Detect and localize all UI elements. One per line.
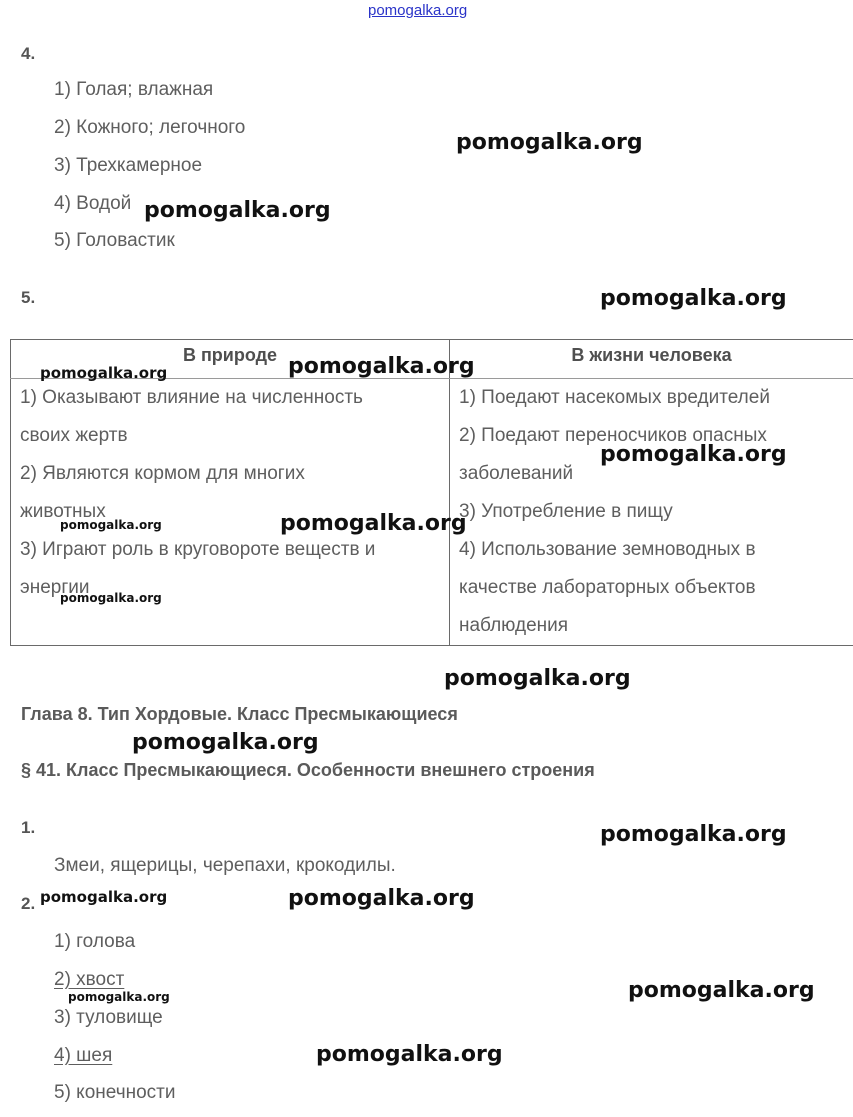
answer-item-underlined: 4) шея — [54, 1045, 113, 1066]
answer-item: 4) Водой — [54, 193, 132, 214]
cell-line: 4) Использование земноводных в — [459, 539, 756, 560]
cell-line: 1) Поедают насекомых вредителей — [459, 387, 770, 408]
watermark-link[interactable]: pomogalka.org — [368, 2, 468, 19]
watermark: pomogalka.org — [288, 354, 475, 379]
watermark: pomogalka.org — [40, 888, 168, 906]
question-number-2: 2. — [21, 894, 36, 913]
answer-item: 3) туловище — [54, 1007, 163, 1028]
watermark: pomogalka.org — [600, 442, 787, 467]
watermark: pomogalka.org — [68, 990, 170, 1004]
watermark: pomogalka.org — [144, 198, 331, 223]
answer-text: Змеи, ящерицы, черепахи, крокодилы. — [54, 855, 396, 876]
watermark: pomogalka.org — [628, 978, 815, 1003]
watermark: pomogalka.org — [600, 286, 787, 311]
table-header-nature: В природе — [11, 340, 450, 379]
answer-item: 1) голова — [54, 931, 136, 952]
watermark: pomogalka.org — [600, 822, 787, 847]
watermark: pomogalka.org — [60, 518, 162, 532]
cell-line: наблюдения — [459, 615, 569, 636]
watermark: pomogalka.org — [60, 591, 162, 605]
watermark: pomogalka.org — [132, 730, 319, 755]
cell-line: 2) Поедают переносчиков опасных — [459, 425, 767, 446]
question-number-1: 1. — [21, 818, 36, 837]
watermark: pomogalka.org — [40, 364, 168, 382]
answer-item: 2) Кожного; легочного — [54, 117, 246, 138]
watermark: pomogalka.org — [280, 511, 467, 536]
cell-line: заболеваний — [459, 463, 574, 484]
cell-line: энергии — [20, 577, 90, 598]
cell-line: 1) Оказывают влияние на численность — [20, 387, 363, 408]
cell-line: качестве лабораторных объектов — [459, 577, 756, 598]
answer-item: 1) Голая; влажная — [54, 79, 214, 100]
cell-line: своих жертв — [20, 425, 128, 446]
cell-line: 3) Играют роль в круговороте веществ и — [20, 539, 376, 560]
table-cell-human — [450, 379, 853, 646]
answer-item: 5) Головастик — [54, 230, 175, 251]
answer-item: 3) Трехкамерное — [54, 155, 203, 176]
chapter-title: Глава 8. Тип Хордовые. Класс Пресмыкающиеся — [21, 704, 458, 724]
cell-line: животных — [20, 501, 106, 522]
watermark: pomogalka.org — [288, 886, 475, 911]
question-number-4: 4. — [21, 44, 36, 63]
answer-item: 5) конечности — [54, 1082, 176, 1103]
cell-line: 2) Являются кормом для многих — [20, 463, 305, 484]
watermark: pomogalka.org — [316, 1042, 503, 1067]
answer-item-underlined: 2) хвост — [54, 969, 125, 990]
table-header-human: В жизни человека — [450, 340, 853, 379]
question-number-5: 5. — [21, 288, 36, 307]
section-title: § 41. Класс Пресмыкающиеся. Особенности внешнего строения — [21, 760, 595, 780]
cell-line: 3) Употребление в пищу — [459, 501, 673, 522]
watermark: pomogalka.org — [444, 666, 631, 691]
watermark: pomogalka.org — [456, 130, 643, 155]
